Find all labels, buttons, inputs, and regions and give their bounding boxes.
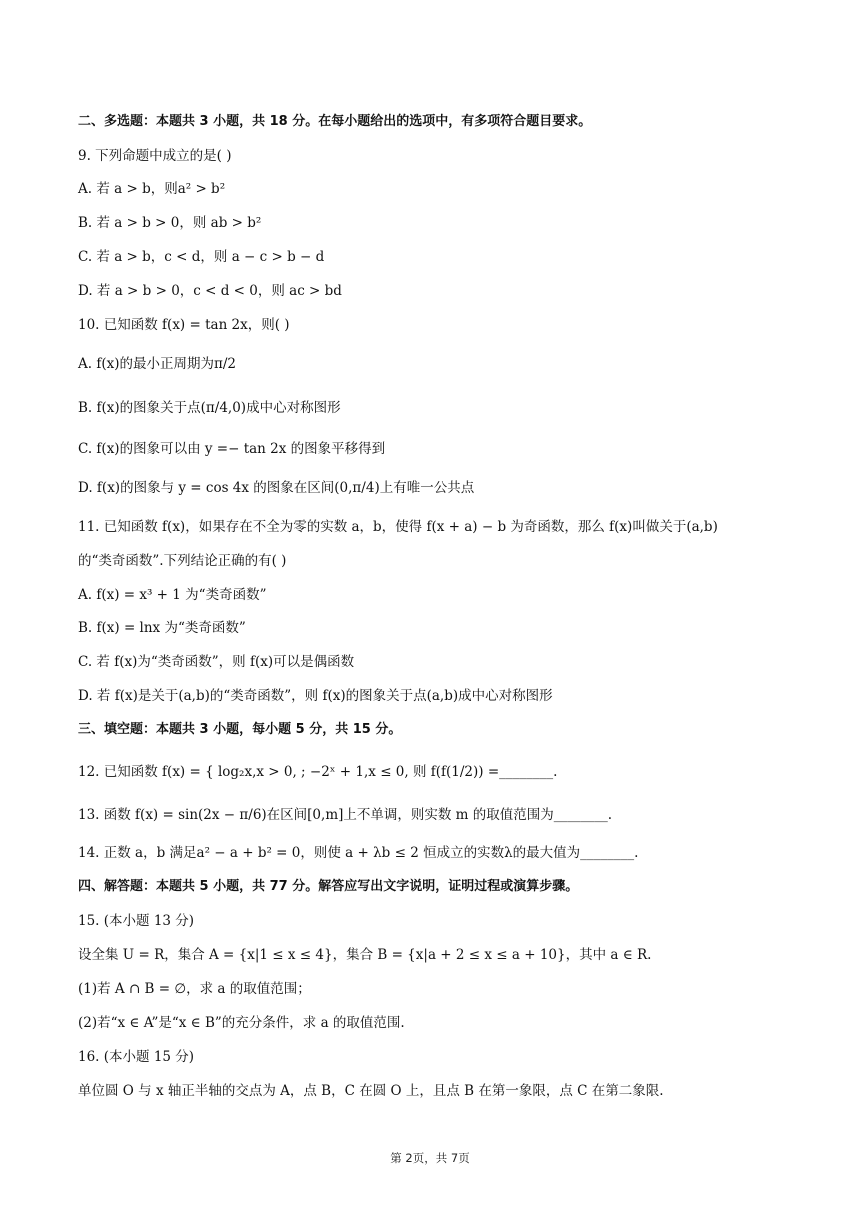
question-10-option-d: D. f(x)的图象与 y = cos 4x 的图象在区间(0,π/4)上有唯一公共点 — [78, 480, 475, 496]
question-10-option-b: B. f(x)的图象关于点(π/4,0)成中心对称图形 — [78, 400, 341, 416]
section-answers-heading: 四、解答题：本题共 5 小题，共 77 分。解答应写出文字说明，证明过程或演算步骤。 — [78, 879, 579, 894]
question-15-header: 15. (本小题 13 分) — [78, 913, 195, 929]
question-15-stem: 设全集 U = R，集合 A = {x|1 ≤ x ≤ 4}，集合 B = {x|a + 2 ≤ x ≤ a + 10}，其中 a ∈ R. — [78, 947, 652, 963]
question-11-option-b: B. f(x) = lnx 为“类奇函数” — [78, 620, 246, 636]
question-10-stem: 10. 已知函数 f(x) = tan 2x，则( ) — [78, 317, 290, 333]
question-11-stem-line-2: 的“类奇函数”.下列结论正确的有( ) — [78, 553, 287, 569]
question-12: 12. 已知函数 f(x) = { log₂x,x > 0, ; −2ˣ + 1,x ≤ 0, 则 f(f(1/2)) =________. — [78, 764, 558, 780]
question-16-stem: 单位圆 O 与 x 轴正半轴的交点为 A，点 B，C 在圆 O 上，且点 B 在第一象限，点 C 在第二象限. — [78, 1083, 664, 1099]
question-9-option-a: A. 若 a > b，则a² > b² — [78, 181, 226, 197]
question-11-option-a: A. f(x) = x³ + 1 为“类奇函数” — [78, 587, 267, 603]
question-9-option-b: B. 若 a > b > 0，则 ab > b² — [78, 215, 262, 231]
question-11-option-d: D. 若 f(x)是关于(a,b)的“类奇函数”，则 f(x)的图象关于点(a,b)成中心对称图形 — [78, 688, 553, 704]
section-fill-in-heading: 三、填空题：本题共 3 小题，每小题 5 分，共 15 分。 — [78, 722, 402, 737]
question-15-part-2: (2)若“x ∈ A”是“x ∈ B”的充分条件，求 a 的取值范围. — [78, 1015, 405, 1031]
page-footer: 第 2页，共 7页 — [390, 1151, 470, 1165]
question-13: 13. 函数 f(x) = sin(2x − π/6)在区间[0,m]上不单调，则实数 m 的取值范围为________. — [78, 807, 613, 823]
question-14: 14. 正数 a，b 满足a² − a + b² = 0，则使 a + λb ≤ 2 恒成立的实数λ的最大值为________. — [78, 845, 639, 861]
section-multiple-choice-heading: 二、多选题：本题共 3 小题，共 18 分。在每小题给出的选项中，有多项符合题目要求。 — [78, 114, 592, 129]
question-16-header: 16. (本小题 15 分) — [78, 1049, 195, 1065]
question-10-option-c: C. f(x)的图象可以由 y =− tan 2x 的图象平移得到 — [78, 441, 386, 457]
question-11-stem-line-1: 11. 已知函数 f(x)，如果存在不全为零的实数 a，b，使得 f(x + a) − b 为奇函数，那么 f(x)叫做关于(a,b) — [78, 519, 718, 535]
question-9-stem: 9. 下列命题中成立的是( ) — [78, 148, 232, 164]
question-11-option-c: C. 若 f(x)为“类奇函数”，则 f(x)可以是偶函数 — [78, 654, 355, 670]
question-10-option-a: A. f(x)的最小正周期为π/2 — [78, 356, 236, 372]
question-9-option-c: C. 若 a > b，c < d，则 a − c > b − d — [78, 249, 325, 265]
question-9-option-d: D. 若 a > b > 0，c < d < 0，则 ac > bd — [78, 283, 342, 299]
question-15-part-1: (1)若 A ∩ B = ∅，求 a 的取值范围； — [78, 981, 311, 997]
